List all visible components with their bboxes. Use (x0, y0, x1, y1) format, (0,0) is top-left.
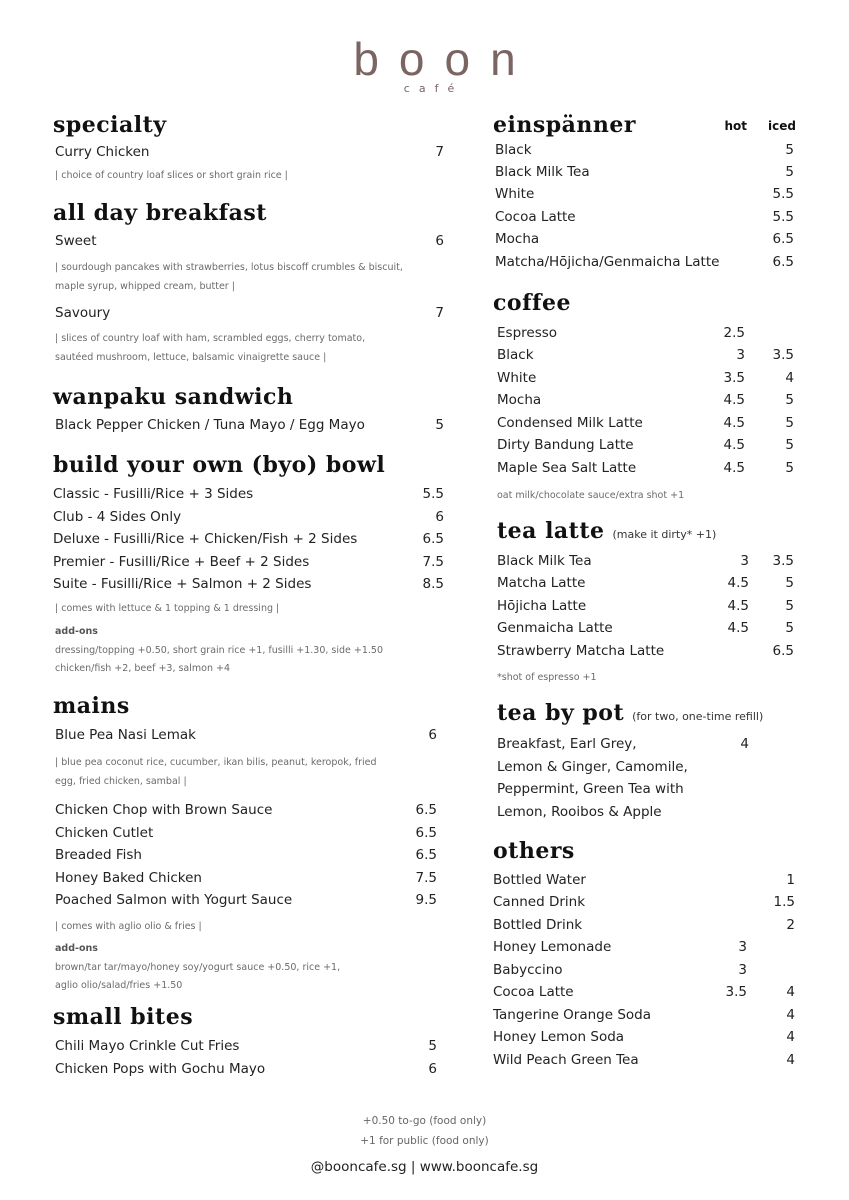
section-title-einspanner: einspänner (493, 112, 636, 138)
menu-item-price-iced: 3.5 (772, 347, 794, 363)
menu-item-name: Canned Drink (493, 894, 586, 910)
menu-item-name: Maple Sea Salt Latte (497, 460, 637, 476)
menu-item-price-iced: 2 (786, 917, 795, 933)
menu-item-name: Black Milk Tea (495, 164, 590, 180)
menu-item-price-iced: 4 (786, 1052, 795, 1068)
menu-item-price-iced: 5 (785, 142, 794, 158)
menu-item-name: Hōjicha Latte (497, 598, 587, 614)
menu-item-price: 6.5 (422, 531, 444, 547)
menu-item-price: 9.5 (415, 892, 437, 908)
tea-pot-list: Breakfast, Earl Grey, (497, 736, 637, 752)
menu-item-price: 5 (428, 1038, 437, 1054)
section-inline-note: (make it dirty* +1) (612, 528, 717, 541)
item-description: | slices of country loaf with ham, scrambled eggs, cherry tomato, sautéed mushroom, lettuce, balsamic vinaigrette sauce | (55, 333, 366, 363)
menu-item-price-iced: 1.5 (773, 894, 795, 910)
menu-item-price: 7 (435, 144, 444, 160)
menu-item-price-hot: 4.5 (727, 575, 749, 591)
menu-item-price-hot: 3.5 (725, 984, 747, 1000)
menu-item-name: Curry Chicken (55, 144, 150, 160)
menu-item-name: Bottled Drink (493, 917, 583, 933)
menu-item-price-hot: 4.5 (723, 437, 745, 453)
brand-subtitle: café (403, 82, 464, 95)
item-description: | comes with lettuce & 1 topping & 1 dressing | (55, 603, 280, 614)
menu-item-name: Espresso (497, 325, 558, 341)
menu-item-price: 8.5 (422, 576, 444, 592)
addons-text: aglio olio/salad/fries +1.50 (55, 980, 183, 991)
section-title-breakfast: all day breakfast (53, 200, 267, 226)
footer-note: +0.50 to-go (food only) (362, 1115, 487, 1127)
menu-item-price: 7.5 (422, 554, 444, 570)
menu-item-price-iced: 4 (786, 984, 795, 1000)
item-description: | choice of country loaf slices or short grain rice | (55, 170, 288, 181)
menu-item-name: Tangerine Orange Soda (493, 1007, 652, 1023)
menu-item-name: Dirty Bandung Latte (497, 437, 634, 453)
brand-logo: boon (353, 33, 536, 85)
section-title-byo-bowl: build your own (byo) bowl (53, 452, 386, 478)
menu-item-price-iced: 1 (786, 872, 795, 888)
menu-item-name: Black Milk Tea (497, 553, 592, 569)
menu-item-name: Chicken Cutlet (55, 825, 154, 841)
menu-item-name: Wild Peach Green Tea (493, 1052, 639, 1068)
menu-item-price-iced: 6.5 (772, 231, 794, 247)
tea-pot-list: Lemon & Ginger, Camomile, (497, 759, 688, 775)
menu-item-price-hot: 3 (736, 347, 745, 363)
menu-item-price: 6 (428, 727, 437, 743)
section-title-tea-by-pot (497, 700, 763, 726)
section-title-small-bites: small bites (53, 1004, 194, 1030)
menu-item-price-hot: 3.5 (723, 370, 745, 386)
menu-item-name: Premier - Fusilli/Rice + Beef + 2 Sides (53, 554, 310, 570)
menu-item-name: Bottled Water (493, 872, 586, 888)
section-title-text: tea latte (497, 518, 605, 544)
menu-item-price-hot: 4.5 (723, 460, 745, 476)
menu-item-price: 6.5 (415, 802, 437, 818)
column-header-iced: iced (768, 119, 796, 133)
tea-pot-list: Lemon, Rooibos & Apple (497, 804, 662, 820)
addons-text: dressing/topping +0.50, short grain rice +1, fusilli +1.30, side +1.50 (55, 645, 384, 656)
menu-item-price-iced: 5 (785, 392, 794, 408)
footer-note: +1 for public (food only) (360, 1135, 489, 1147)
menu-item-name: Honey Lemonade (493, 939, 612, 955)
menu-item-name: Sweet (55, 233, 97, 249)
tea-pot-list: Peppermint, Green Tea with (497, 781, 684, 797)
menu-item-price-hot: 4.5 (727, 598, 749, 614)
menu-item-price-iced: 6.5 (772, 643, 794, 659)
menu-item-name: Strawberry Matcha Latte (497, 643, 665, 659)
addons-title: add-ons (55, 943, 98, 954)
menu-item-price-iced: 5.5 (772, 209, 794, 225)
menu-item-price: 7.5 (415, 870, 437, 886)
menu-item-name: Condensed Milk Latte (497, 415, 643, 431)
menu-item-price: 6 (428, 1061, 437, 1077)
item-description: | comes with aglio olio & fries | (55, 921, 202, 932)
section-title-others: others (493, 838, 575, 864)
menu-item-name: Chili Mayo Crinkle Cut Fries (55, 1038, 240, 1054)
menu-item-price-hot: 3 (738, 939, 747, 955)
menu-item-name: Genmaicha Latte (497, 620, 613, 636)
section-note: *shot of espresso +1 (497, 672, 597, 683)
menu-item-price-hot: 4.5 (723, 415, 745, 431)
menu-item-price-iced: 5 (785, 415, 794, 431)
menu-item-price-hot: 2.5 (723, 325, 745, 341)
menu-item-name: Black (497, 347, 534, 363)
addons-text: brown/tar tar/mayo/honey soy/yogurt sauce +0.50, rice +1, (55, 962, 341, 973)
item-description: | blue pea coconut rice, cucumber, ikan bilis, peanut, keropok, fried egg, fried chicken, sambal | (55, 757, 377, 787)
menu-item-name: Black Pepper Chicken / Tuna Mayo / Egg Mayo (55, 417, 365, 433)
menu-item-price-iced: 4 (785, 370, 794, 386)
menu-item-name: Honey Baked Chicken (55, 870, 202, 886)
menu-item-price: 6.5 (415, 847, 437, 863)
menu-item-price-hot: 3 (738, 962, 747, 978)
menu-item-price: 6 (435, 233, 444, 249)
menu-item-price-iced: 5 (785, 575, 794, 591)
menu-item-price-iced: 5 (785, 620, 794, 636)
section-inline-note: (for two, one-time refill) (632, 710, 764, 723)
menu-item-price-hot: 4.5 (723, 392, 745, 408)
menu-item-name: White (497, 370, 537, 386)
menu-item-price: 5 (435, 417, 444, 433)
menu-item-price-iced: 6.5 (772, 254, 794, 270)
menu-item-name: Cocoa Latte (493, 984, 574, 1000)
section-title-coffee: coffee (493, 290, 571, 316)
item-description: | sourdough pancakes with strawberries, lotus biscoff crumbles & biscuit, maple syrup, whipped cream, butter | (55, 262, 403, 292)
menu-item-price-hot: 4.5 (727, 620, 749, 636)
menu-item-name: Matcha Latte (497, 575, 586, 591)
addons-text: chicken/fish +2, beef +3, salmon +4 (55, 663, 231, 674)
addons-title: add-ons (55, 626, 98, 637)
menu-item-name: Blue Pea Nasi Lemak (55, 727, 196, 743)
menu-item-name: Honey Lemon Soda (493, 1029, 625, 1045)
menu-item-name: Mocha (497, 392, 542, 408)
menu-item-price: 6.5 (415, 825, 437, 841)
menu-item-price: 5.5 (422, 486, 444, 502)
menu-item-name: Deluxe - Fusilli/Rice + Chicken/Fish + 2 Sides (53, 531, 358, 547)
section-title-sandwich: wanpaku sandwich (53, 384, 294, 410)
menu-item-price-iced: 5 (785, 460, 794, 476)
menu-item-price: 7 (435, 305, 444, 321)
section-title-text: tea by pot (497, 700, 625, 726)
menu-item-price: 6 (435, 509, 444, 525)
menu-item-price-iced: 5.5 (772, 186, 794, 202)
menu-item-name: Matcha/Hōjicha/Genmaicha Latte (495, 254, 720, 270)
section-note: oat milk/chocolate sauce/extra shot +1 (497, 490, 685, 501)
menu-item-name: Chicken Chop with Brown Sauce (55, 802, 273, 818)
menu-item-name: Classic - Fusilli/Rice + 3 Sides (53, 486, 254, 502)
menu-item-name: Mocha (495, 231, 540, 247)
menu-item-name: Club - 4 Sides Only (53, 509, 182, 525)
menu-item-price-iced: 5 (785, 437, 794, 453)
menu-item-name: Breaded Fish (55, 847, 142, 863)
section-title-specialty: specialty (53, 112, 167, 138)
menu-item-name: Suite - Fusilli/Rice + Salmon + 2 Sides (53, 576, 312, 592)
menu-item-price-hot: 3 (740, 553, 749, 569)
menu-item-name: Poached Salmon with Yogurt Sauce (55, 892, 293, 908)
menu-item-price-iced: 4 (786, 1029, 795, 1045)
footer-contact: @booncafe.sg | www.booncafe.sg (310, 1159, 539, 1175)
menu-item-name: Babyccino (493, 962, 563, 978)
section-title-mains: mains (53, 693, 130, 719)
menu-item-price-iced: 4 (786, 1007, 795, 1023)
menu-item-name: Chicken Pops with Gochu Mayo (55, 1061, 266, 1077)
menu-item-price-iced: 3.5 (772, 553, 794, 569)
column-header-hot: hot (724, 119, 747, 133)
menu-item-name: Savoury (55, 305, 111, 321)
menu-item-name: Black (495, 142, 532, 158)
section-title-tea-latte (497, 518, 716, 544)
menu-item-name: White (495, 186, 535, 202)
menu-item-name: Cocoa Latte (495, 209, 576, 225)
menu-item-price-iced: 5 (785, 598, 794, 614)
menu-item-price-iced: 5 (785, 164, 794, 180)
menu-item-price-hot: 4 (740, 736, 749, 752)
